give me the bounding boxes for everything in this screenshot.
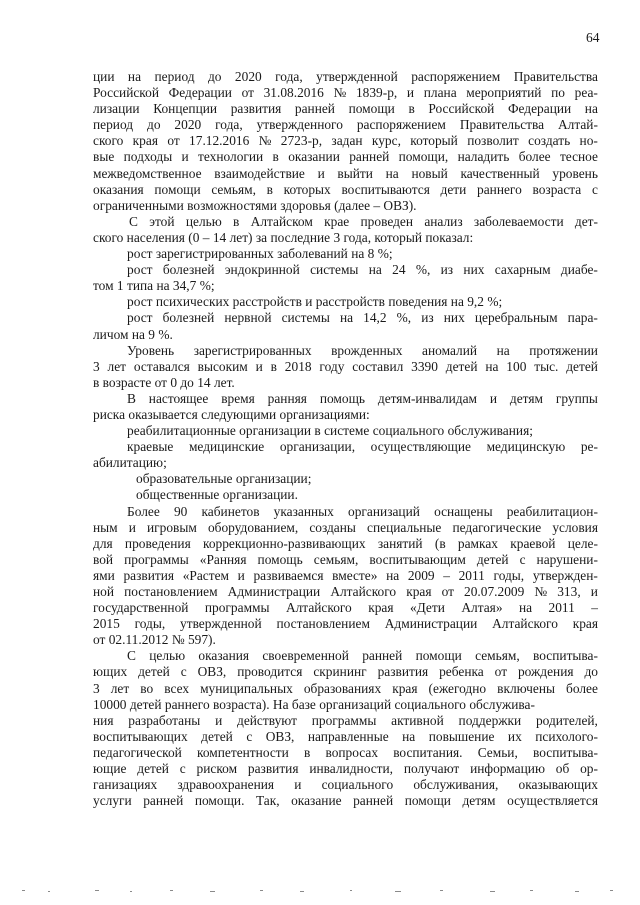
text-line: от 02.11.2012 № 597).	[93, 632, 216, 648]
text-line: вые подходы и технологии в оказании ранней помощи, наладить более тесное	[93, 149, 598, 165]
text-line: оказания помощи семьям, в которых воспитываются дети раннего возраста с	[93, 181, 598, 197]
text-line: ского края от 17.12.2016 № 2723-р, задан курс, который позволит создать но-	[93, 133, 598, 149]
page-number: 64	[586, 30, 600, 45]
text-line: личом на 9 %.	[93, 326, 173, 342]
text-line: ского населения (0 – 14 лет) за последние 3 года, который показал:	[93, 229, 474, 245]
text-line: период до 2020 года, утвержденного распоряжением Правительства Алтай-	[93, 117, 598, 133]
text-line: том 1 типа на 34,7 %;	[93, 278, 215, 294]
text-line: 3 лет оставался высоким и в 2018 году составил 3390 детей на 100 тыс. детей	[93, 358, 598, 374]
text-line: ции на период до 2020 года, утвержденной распоряжением Правительства	[93, 69, 598, 84]
text-line: рост зарегистрированных заболеваний на 8 %;	[127, 246, 393, 262]
text-line: краевые медицинские организации, осуществляющие медицинскую ре-	[127, 439, 598, 455]
text-line: Уровень зарегистрированных врожденных аномалий на протяжении	[127, 342, 598, 358]
scan-noise-dots	[0, 888, 640, 894]
document-body-text	[93, 69, 598, 809]
text-line: Более 90 кабинетов указанных организаций оснащены реабилитацион-	[127, 503, 598, 519]
text-line: ной постановлением Администрации Алтайского края от 20.07.2009 № 313, и	[93, 584, 598, 599]
text-line: ния разработаны и действуют программы активной поддержки родителей,	[93, 712, 598, 728]
text-line: ограниченными возможностями здоровья (далее – ОВЗ).	[93, 197, 417, 213]
text-line: реабилитационные организации в системе социального обслуживания;	[127, 423, 533, 439]
text-line: абилитацию;	[93, 455, 167, 471]
text-line: В настоящее время ранняя помощь детям-инвалидам и детям группы	[127, 390, 598, 406]
text-line: 3 лет во всех муниципальных образованиях края (ежегодно включены более	[93, 680, 598, 696]
text-line: лизации Концепции развития ранней помощи в Российской Федерации на	[93, 101, 598, 117]
text-line: Российской Федерации от 31.08.2016 № 1839-р, и плана мероприятий по реа-	[93, 85, 598, 101]
text-line: ганизациях здравоохранения и социального обслуживания, оказывающих	[93, 777, 598, 793]
text-line: ями развития «Растем и развиваемся вместе» на 2009 – 2011 годы, утвержден-	[93, 567, 598, 583]
text-line: С целью оказания своевременной ранней помощи семьям, воспитыва-	[127, 648, 598, 664]
text-line: ющие детей с риском развития инвалидности, получают информацию об ор-	[93, 761, 598, 777]
text-line: 2015 годы, утвержденной постановлением Администрации Алтайского края	[93, 616, 598, 632]
text-line: риска оказывается следующими организациями:	[93, 406, 370, 422]
text-line: общественные организации.	[136, 487, 298, 503]
text-line: рост психических расстройств и расстройств поведения на 9,2 %;	[127, 294, 503, 310]
text-line: ным и игровым оборудованием, созданы специальные педагогические условия	[93, 519, 598, 535]
text-line: рост болезней эндокринной системы на 24 %, из них сахарным диабе-	[127, 262, 598, 278]
text-line: в возрасте от 0 до 14 лет.	[93, 374, 235, 390]
text-line: для проведения коррекционно-развивающих занятий (в рамках краевой целе-	[93, 535, 598, 551]
text-line: государственной программы Алтайского края «Дети Алтая» на 2011 –	[93, 600, 598, 616]
text-line: 10000 детей раннего возраста). На базе организаций социального обслужива-	[93, 696, 535, 712]
text-line: педагогической компетентности в вопросах воспитания. Семьи, воспитыва-	[93, 744, 598, 760]
text-line: рост болезней нервной системы на 14,2 %, из них церебральным пара-	[127, 310, 598, 326]
text-line: вой программы «Ранняя помощь семьям, воспитывающим детей с нарушени-	[93, 551, 598, 567]
text-line: образовательные организации;	[136, 471, 312, 487]
text-line: межведомственное взаимодействие и выйти на новый качественный уровень	[93, 165, 598, 181]
text-line: воспитывающих детей с ОВЗ, направленные на повышение их психолого-	[93, 728, 598, 744]
text-line: услуги ранней помощи. Так, оказание ранней помощи детям осуществляется	[93, 793, 598, 809]
text-line: С этой целью в Алтайском крае проведен анализ заболеваемости дет-	[129, 213, 598, 229]
text-line: ющих детей с ОВЗ, проводится скрининг развития ребенка от рождения до	[93, 664, 598, 680]
